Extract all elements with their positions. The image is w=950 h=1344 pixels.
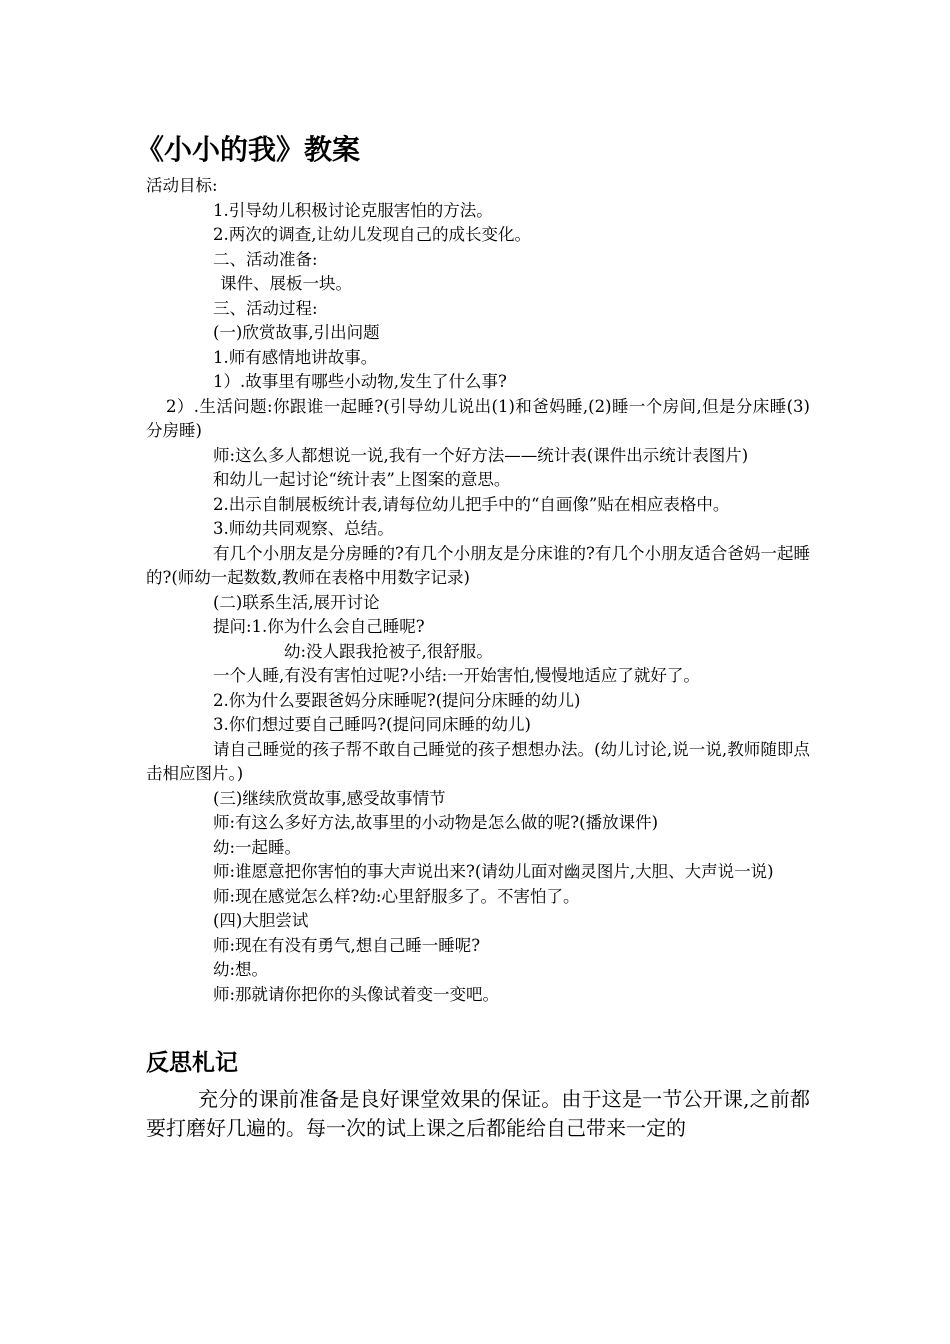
- body-paragraph: (四)大胆尝试: [213, 911, 309, 930]
- body-paragraph: 师:有这么多好方法,故事里的小动物是怎么做的呢?(播放课件): [213, 813, 659, 832]
- body-paragraph: 1.师有感情地讲故事。: [213, 347, 378, 367]
- body-paragraph: (三)继续欣赏故事,感受故事情节: [213, 788, 446, 808]
- body-paragraph: 2.两次的调查,让幼儿发现自己的成长变化。: [213, 225, 531, 244]
- body-paragraph: (二)联系生活,展开讨论: [213, 592, 380, 612]
- body-paragraph: 二、活动准备:: [213, 249, 318, 269]
- body-paragraph: 幼:想。: [213, 960, 269, 979]
- body-paragraph: 师:谁愿意把你害怕的事大声说出来?(请幼儿面对幽灵图片,大胆、大声说一说): [213, 862, 774, 881]
- body-paragraph: 师:那就请你把你的头像试着变一变吧。: [213, 984, 500, 1004]
- body-paragraph: 1.引导幼儿积极讨论克服害怕的方法。: [213, 200, 493, 220]
- body-paragraph: 和幼儿一起讨论“统计表”上图案的意思。: [213, 470, 511, 489]
- body-paragraph: 2）.生活问题:你跟谁一起睡?(引导幼儿说出(1)和爸妈睡,(2)睡一个房间,但是分床睡(3)分房睡): [146, 396, 810, 440]
- body-paragraph: (一)欣赏故事,引出问题: [213, 323, 380, 342]
- body-paragraph: 师:这么多人都想说一说,我有一个好方法——统计表(课件出示统计表图片): [213, 445, 749, 465]
- reflection-heading: 反思札记: [146, 1050, 238, 1076]
- body-paragraph: 3.你们想过要自己睡吗?(提问同床睡的幼儿): [213, 715, 531, 734]
- lesson-plan-body: [146, 174, 810, 1007]
- body-paragraph: 有几个小朋友是分房睡的?有几个小朋友是分床谁的?有几个小朋友适合爸妈一起睡的?(师幼一起数数,教师在表格中用数字记录): [146, 543, 810, 587]
- body-paragraph: 活动目标:: [146, 176, 218, 195]
- body-paragraph: 课件、展板一块。: [220, 274, 352, 293]
- body-paragraph: 一个人睡,有没有害怕过呢?小结:一开始害怕,慢慢地适应了就好了。: [213, 666, 700, 685]
- body-paragraph: 3.师幼共同观察、总结。: [213, 519, 394, 538]
- reflection-section: [146, 1085, 810, 1143]
- reflection-paragraph: 充分的课前准备是良好课堂效果的保证。由于这是一节公开课,之前都要打磨好几遍的。每一次的试上课之后都能给自己带来一定的: [146, 1087, 810, 1140]
- body-paragraph: 1）.故事里有哪些小动物,发生了什么事?: [213, 372, 507, 391]
- body-paragraph: 幼:没人跟我抢被子,很舒服。: [284, 641, 493, 661]
- body-paragraph: 2.出示自制展板统计表,请每位幼儿把手中的“自画像”贴在相应表格中。: [213, 494, 730, 514]
- body-paragraph: 2.你为什么要跟爸妈分床睡呢?(提问分床睡的幼儿): [213, 690, 581, 710]
- body-paragraph: 提问:1.你为什么会自己睡呢?: [213, 617, 425, 636]
- document-page: [136, 130, 810, 1143]
- document-title: 《小小的我》教案: [136, 133, 361, 166]
- body-paragraph: 师:现在感觉怎么样?幼:心里舒服多了。不害怕了。: [213, 886, 580, 906]
- body-paragraph: 幼:一起睡。: [213, 837, 302, 857]
- body-paragraph: 三、活动过程:: [213, 298, 318, 318]
- body-paragraph: 请自己睡觉的孩子帮不敢自己睡觉的孩子想想办法。(幼儿讨论,说一说,教师随即点击相应图片。): [146, 739, 810, 783]
- body-paragraph: 师:现在有没有勇气,想自己睡一睡呢?: [213, 935, 481, 955]
